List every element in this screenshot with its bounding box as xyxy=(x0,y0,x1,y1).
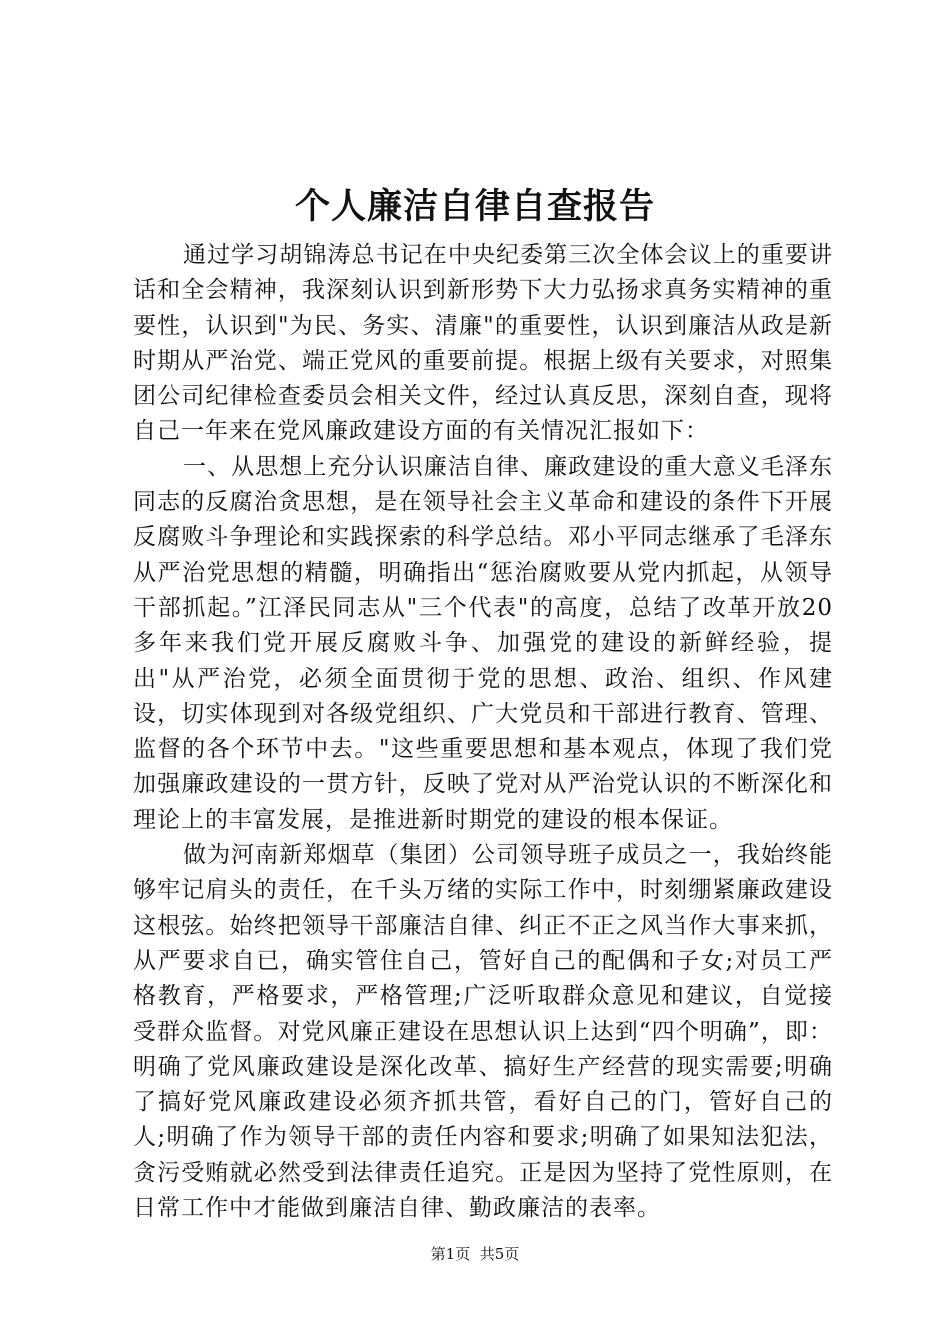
document-title: 个人廉洁自律自查报告 xyxy=(294,186,655,227)
paragraph-intro: 通过学习胡锦涛总书记在中央纪委第三次全体会议上的重要讲话和全会精神，我深刻认识到新形势下大力弘扬求真务实精神的重要性，认识到"为民、务实、清廉"的重要性，认识到廉洁从政是新时期从严治党、端正党风的重要前提。根据上级有关要求，对照集团公司纪律检查委员会相关文件，经过认真反思，深刻自查，现将自己一年来在党风廉政建设方面的有关情况汇报如下： xyxy=(133,242,833,445)
paragraph-section-one: 一、从思想上充分认识廉洁自律、廉政建设的重大意义毛泽东同志的反腐治贪思想，是在领导社会主义革命和建设的条件下开展反腐败斗争理论和实践探索的科学总结。邓小平同志继承了毛泽东从严治党思想的精髓，明确指出“惩治腐败要从党内抓起，从领导干部抓起。”江泽民同志从"三个代表"的高度，总结了改革开放20多年来我们党开展反腐败斗争、加强党的建设的新鲜经验，提出"从严治党，必须全面贯彻于党的思想、政治、组织、作风建设，切实体现到对各级党组织、广大党员和干部进行教育、管理、监督的各个环节中去。"这些重要思想和基本观点，体现了我们党加强廉政建设的一贯方针，反映了党对从严治党认识的不断深化和理论上的丰富发展，是推进新时期党的建设的根本保证。 xyxy=(133,453,833,833)
page-number-total: 共5页 xyxy=(479,1245,520,1263)
page-footer xyxy=(0,1244,950,1264)
paragraph-self-review: 做为河南新郑烟草（集团）公司领导班子成员之一，我始终能够牢记肩头的责任，在千头万绪的实际工作中，时刻绷紧廉政建设这根弦。始终把领导干部廉洁自律、纠正不正之风当作大事来抓，从严要求自已，确实管住自己，管好自己的配偶和子女;对员工严格教育，严格要求，严格管理;广泛听取群众意见和建议，自觉接受群众监督。对党风廉正建设在思想认识上达到“四个明确”，即：明确了党风廉政建设是深化改革、搞好生产经营的现实需要;明确了搞好党风廉政建设必须齐抓共管，看好自己的门，管好自己的人;明确了作为领导干部的责任内容和要求;明确了如果知法犯法，贪污受贿就必然受到法律责任追究。正是因为坚持了党性原则，在日常工作中才能做到廉洁自律、勤政廉洁的表率。 xyxy=(133,842,833,1222)
document-body xyxy=(133,238,833,1226)
page-number-current: 第1页 xyxy=(430,1245,471,1263)
footer-spacer xyxy=(470,1245,480,1263)
